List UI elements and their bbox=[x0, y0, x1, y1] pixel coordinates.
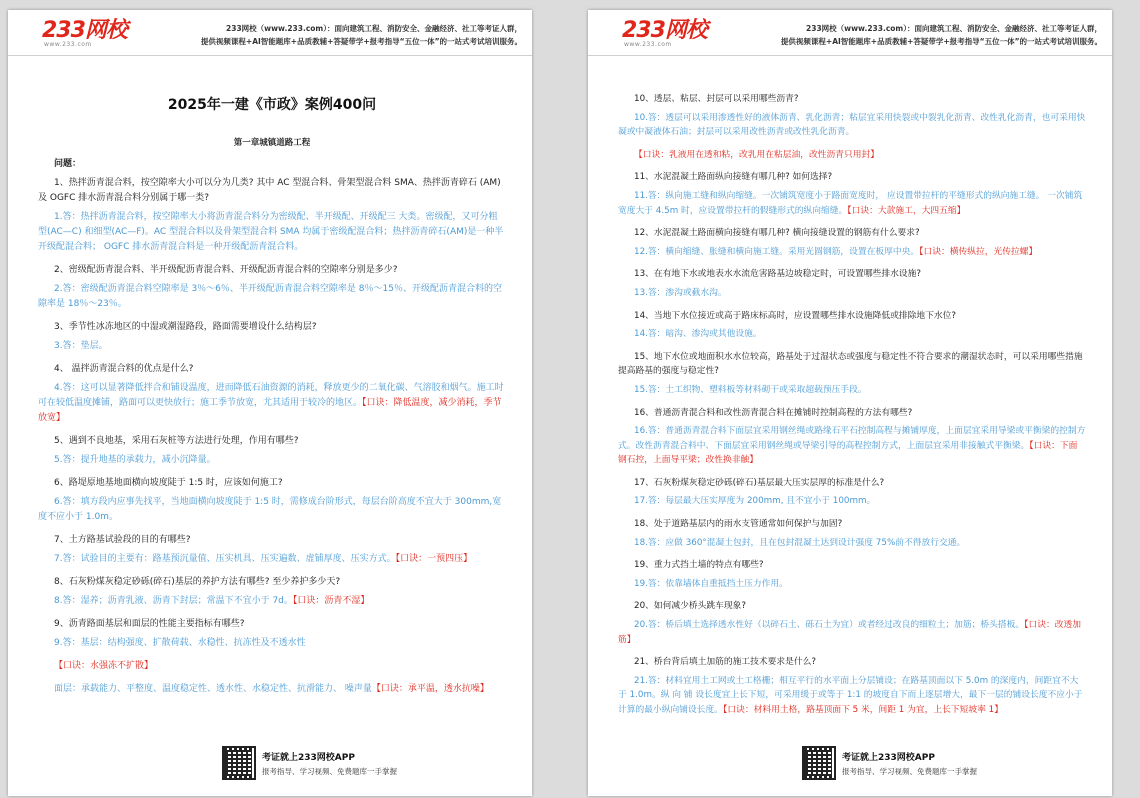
mnemonic-text: 【口诀：大款施工，大四五缩】 bbox=[847, 205, 966, 216]
question-text: 6、路堤原地基地面横向坡度陡于 1:5 时，应该如何施工? bbox=[54, 478, 283, 488]
page-content bbox=[38, 64, 506, 705]
document-page-left bbox=[8, 10, 532, 796]
header-description bbox=[722, 22, 1102, 48]
question bbox=[38, 176, 506, 206]
question bbox=[618, 170, 1086, 185]
answer-text: 9.答：基层：结构强度、扩散荷载、水稳性、抗冻性及不透水性 bbox=[54, 638, 306, 648]
header-line-1: 233网校（www.233.com）：面向建筑工程、消防安全、金融经济、社工等考证人群， bbox=[806, 24, 1102, 33]
answer-text: 20.答：桥后填土选择透水性好（以碎石土、砾石土为宜）或者经过改良的细粒土；加筋；桥头搭板。 bbox=[634, 620, 1025, 631]
document-title: 2025年一建《市政》案例400问 bbox=[167, 97, 377, 113]
answer bbox=[38, 552, 506, 567]
page-content bbox=[618, 92, 1086, 726]
question-text: 14、当地下水位接近或高于路床标高时，应设置哪些排水设施降低或排除地下水位? bbox=[634, 310, 957, 321]
question-text: 1、热拌沥青混合料，按空隙率大小可以分为几类? 其中 AC 型混合料、骨架型混合料 SMA、热拌沥青碎石 (AM)及 OGFC 排水沥青混合料分别属于哪一类? bbox=[38, 178, 501, 203]
qa-list bbox=[38, 176, 506, 697]
mnemonic-text: 【口诀：改透加筋】 bbox=[618, 620, 1082, 645]
question-text: 7、土方路基试验段的目的有哪些? bbox=[54, 535, 191, 545]
chapter-heading: 第一章城镇道路工程 bbox=[233, 138, 311, 148]
footer-title: 考证就上233网校APP bbox=[842, 753, 935, 763]
answer-text: 21.答：材料宜用土工网或土工格栅；相互平行的水平面上分层铺设；在路基顶面以下 5.0m 的深度内，间距宜不大于 1.0m。纵 向 铺 设长度宜上长下短，可采用缓于或等于 1:1 的坡度自下而上逐层增大，最下一层的铺设长度不应小于计算的最小纵向铺设长度。 bbox=[618, 675, 1083, 715]
question bbox=[38, 476, 506, 491]
answer-text: 12.答：横向缩缝、胀缝和横向施工缝。采用光圆钢筋，设置在板厚中央。 bbox=[634, 246, 920, 257]
answer bbox=[38, 282, 506, 312]
question-text: 15、地下水位或地面积水水位较高，路基处于过湿状态或强度与稳定性不符合要求的潮湿状态时，可以采用哪些措施提高路基的强度与稳定性? bbox=[618, 351, 1083, 377]
qr-code-pattern bbox=[806, 750, 832, 776]
mnemonic-text: 【口诀：横传纵拉，光传拉螺】 bbox=[919, 246, 1038, 257]
answer-text: 7.答：试验目的主要有：路基预沉量值、压实机具、压实遍数、虚铺厚度、压实方式。 bbox=[54, 554, 396, 564]
footer-subtitle: 报考指导、学习视频、免费题库一手掌握 bbox=[262, 767, 397, 776]
answer bbox=[38, 210, 506, 255]
document-page-right bbox=[588, 10, 1112, 796]
answer-text: 17.答：每层最大压实厚度为 200mm, 且不宜小于 100mm。 bbox=[634, 496, 876, 507]
question bbox=[38, 263, 506, 278]
question bbox=[38, 533, 506, 548]
question bbox=[38, 320, 506, 335]
answer-text: 6.答：填方段内应事先找平，当地面横向坡度陡于 1:5 时，需修成台阶形式，每层台阶高度不宜大于 300mm,宽度不应小于 1.0m。 bbox=[38, 497, 502, 522]
mnemonic-text: 【口诀：承平温，透水抗噪】 bbox=[371, 684, 489, 694]
page-header bbox=[8, 10, 532, 56]
mnemonic-text: 【口诀：水强冻不扩散】 bbox=[54, 661, 154, 671]
logo: 233网校 bbox=[42, 18, 127, 43]
answer bbox=[618, 189, 1086, 218]
qr-code-pattern bbox=[226, 750, 252, 776]
question bbox=[618, 599, 1086, 614]
answer bbox=[618, 111, 1086, 140]
question-text: 8、石灰粉煤灰稳定砂砾(碎石)基层的养护方法有哪些? 至少养护多少天? bbox=[54, 577, 341, 587]
answer-text: 1.答：热拌沥青混合料，按空隙率大小将沥青混合料分为密级配、半开级配、开级配三 大类。密级配，又可分粗型(AC—C) 和细型(AC—F)。AC 型混合料以及骨架型混合料 SMA 均属于密级配混合料；热拌沥青碎石(AM)是一种半开级配混合料； OGFC 排水沥青混合料是一种开级配沥青混合料。 bbox=[38, 212, 504, 252]
header-line-2: 提供视频课程+AI智能题库+品质教辅+答疑带学+报考指导“五位一体”的一站式考试培训服务。 bbox=[200, 37, 522, 46]
mnemonic-tip bbox=[618, 148, 1086, 163]
question-text: 5、遇到不良地基，采用石灰桩等方法进行处理，作用有哪些? bbox=[54, 436, 299, 446]
question-text: 3、季节性冰冻地区的中湿或潮湿路段，路面需要增设什么结构层? bbox=[54, 322, 317, 332]
mnemonic-text: 【口诀：材料用土格，路基顶面下 5 米，间距 1 为宜，上长下短坡率 1】 bbox=[723, 705, 1003, 715]
answer bbox=[618, 286, 1086, 301]
answer bbox=[618, 383, 1086, 398]
answer-text: 3.答：垫层。 bbox=[54, 341, 108, 351]
page-footer bbox=[588, 740, 1112, 796]
answer bbox=[618, 618, 1086, 647]
footer-title: 考证就上233网校APP bbox=[262, 753, 355, 763]
question-text: 2、密级配沥青混合料、半开级配沥青混合料、开级配沥青混合料的空隙率分别是多少? bbox=[54, 265, 398, 275]
answer bbox=[38, 453, 506, 468]
question-text: 11、水泥混凝土路面纵向接缝有哪几种? 如何选择? bbox=[634, 172, 833, 183]
mnemonic-text: 【口诀：下面钢石控，上面导平梁；改性换非触】 bbox=[618, 440, 1078, 466]
answer bbox=[38, 636, 506, 651]
question-text: 18、处于道路基层内的雨水支管通常如何保护与加固? bbox=[634, 519, 843, 530]
question bbox=[618, 226, 1086, 241]
question-text: 20、如何减少桥头跳车现象? bbox=[634, 601, 747, 612]
answer-text: 2.答：密级配沥青混合料空隙率是 3％～6％、半开级配沥青混合料空隙率是 8％～15％、开级配沥青混合料的空隙率是 18％～23％。 bbox=[38, 284, 502, 309]
mnemonic-text: 【口诀：乳液用在透和粘，改乳用在粘层油，改性沥青只用封】 bbox=[634, 149, 879, 160]
answer-text: 5.答：提升地基的承载力，减小沉降量。 bbox=[54, 455, 216, 465]
answer bbox=[618, 494, 1086, 509]
answer-text: 15.答：土工织物、塑料板等材料砌干或采取超载预压手段。 bbox=[634, 384, 867, 395]
answer bbox=[618, 245, 1086, 260]
answer bbox=[618, 424, 1086, 468]
answer bbox=[38, 381, 506, 426]
answer-text: 18.答：应做 360°混凝土包封，且在包封混凝土达到设计强度 75%前不得放行交通。 bbox=[634, 537, 966, 548]
question-text: 17、石灰粉煤灰稳定砂砾(碎石)基层最大压实层厚的标准是什么? bbox=[634, 477, 885, 488]
answer bbox=[618, 536, 1086, 551]
question bbox=[618, 558, 1086, 573]
question bbox=[38, 617, 506, 632]
answer bbox=[618, 674, 1086, 718]
page-footer bbox=[8, 740, 532, 796]
answer bbox=[618, 577, 1086, 592]
question bbox=[618, 517, 1086, 532]
logo-url: www.233.com bbox=[44, 41, 92, 48]
answer-text: 14.答：暗沟、渗沟或其他设施。 bbox=[634, 329, 762, 340]
answer-text: 11.答：纵向施工缝和纵向缩缝。一次铺筑宽度小于路面宽度时， 应设置带拉杆的平缝形式的纵向施工缝。 一次铺筑宽度大于 4.5m 时，应设置带拉杆的假缝形式的纵向缩缝。 bbox=[618, 190, 1083, 216]
mnemonic-text: 【口诀：一预四压】 bbox=[395, 554, 473, 564]
qa-list bbox=[618, 92, 1086, 718]
question-text: 10、透层、粘层、封层可以采用哪些沥青? bbox=[634, 94, 799, 104]
question-text: 21、桥台背后填土加筋的施工技术要求是什么? bbox=[634, 657, 817, 668]
question bbox=[618, 476, 1086, 491]
header-line-1: 233网校（www.233.com）：面向建筑工程、消防安全、金融经济、社工等考证人群， bbox=[226, 24, 522, 33]
answer-text: 10.答：透层可以采用渗透性好的液体沥青、乳化沥青；粘层宜采用快裂或中裂乳化沥青、改性乳化沥青，也可采用快凝或中凝液体石油；封层可以采用改性沥青或改性乳化沥青。 bbox=[618, 112, 1086, 138]
answer-text: 8.答：湿养；沥青乳液、沥青下封层；常温下不宜小于 7d。 bbox=[54, 596, 293, 606]
mnemonic-text: 【口诀：沥青不湿】 bbox=[292, 596, 370, 606]
answer-text: 面层：承载能力、平整度、温度稳定性、透水性、水稳定性、抗滑能力、 噪声量 bbox=[54, 684, 372, 694]
answer bbox=[618, 327, 1086, 342]
question bbox=[618, 309, 1086, 324]
question-text: 19、重力式挡土墙的特点有哪些? bbox=[634, 560, 764, 571]
footer-subtitle: 报考指导、学习视频、免费题库一手掌握 bbox=[842, 767, 977, 776]
mnemonic-text: 【口诀：降低温度，减少消耗，季节放宽】 bbox=[38, 398, 502, 423]
answer bbox=[38, 495, 506, 525]
question bbox=[618, 92, 1086, 107]
logo-url: www.233.com bbox=[624, 41, 672, 48]
logo: 233网校 bbox=[622, 18, 707, 43]
page-header bbox=[588, 10, 1112, 56]
header-line-2: 提供视频课程+AI智能题库+品质教辅+答疑带学+报考指导“五位一体”的一站式考试培训服务。 bbox=[780, 37, 1102, 46]
header-description bbox=[142, 22, 522, 48]
question bbox=[38, 575, 506, 590]
question-text: 12、水泥混凝土路面横向接缝有哪几种? 横向接缝设置的钢筋有什么要求? bbox=[634, 228, 920, 239]
answer bbox=[38, 682, 506, 697]
answer bbox=[38, 594, 506, 609]
question-text: 16、普通沥青混合料和改性沥青混合料在摊铺时控制高程的方法有哪些? bbox=[634, 407, 913, 418]
question bbox=[618, 406, 1086, 421]
question bbox=[38, 362, 506, 377]
answer-text: 16.答：普通沥青混合料下面层宜采用钢丝绳或路缘石平石控制高程与摊铺厚度，上面层宜采用导梁或平衡梁的控制方式。改性沥青混合料中、下面层宜采用钢丝绳或导梁引导的高程控制方式，上面层宜采用非接触式平衡梁。 bbox=[618, 426, 1086, 451]
question-text: 4、 温拌沥青混合料的优点是什么? bbox=[54, 364, 194, 374]
question bbox=[618, 655, 1086, 670]
question-text: 9、沥青路面基层和面层的性能主要指标有哪些? bbox=[54, 619, 245, 629]
question-text: 13、在有地下水或地表水水流危害路基边坡稳定时，可设置哪些排水设施? bbox=[634, 269, 922, 280]
question bbox=[38, 434, 506, 449]
question bbox=[618, 267, 1086, 282]
answer-text: 13.答：渗沟或截水沟。 bbox=[634, 287, 727, 298]
answer bbox=[38, 339, 506, 354]
question bbox=[618, 350, 1086, 379]
questions-label: 问题： bbox=[54, 159, 82, 169]
mnemonic-tip bbox=[38, 659, 506, 674]
answer-text: 4.答：这可以显著降低拌合和铺设温度，进而降低石油资源的消耗，释放更少的二氧化碳、气溶胶和烟气。施工时可在较低温度摊铺，路面可以更快放行；施工季节放宽，尤其适用于较冷的地区。 bbox=[38, 383, 504, 408]
answer-text: 19.答：依靠墙体自重抵挡土压力作用。 bbox=[634, 578, 788, 589]
